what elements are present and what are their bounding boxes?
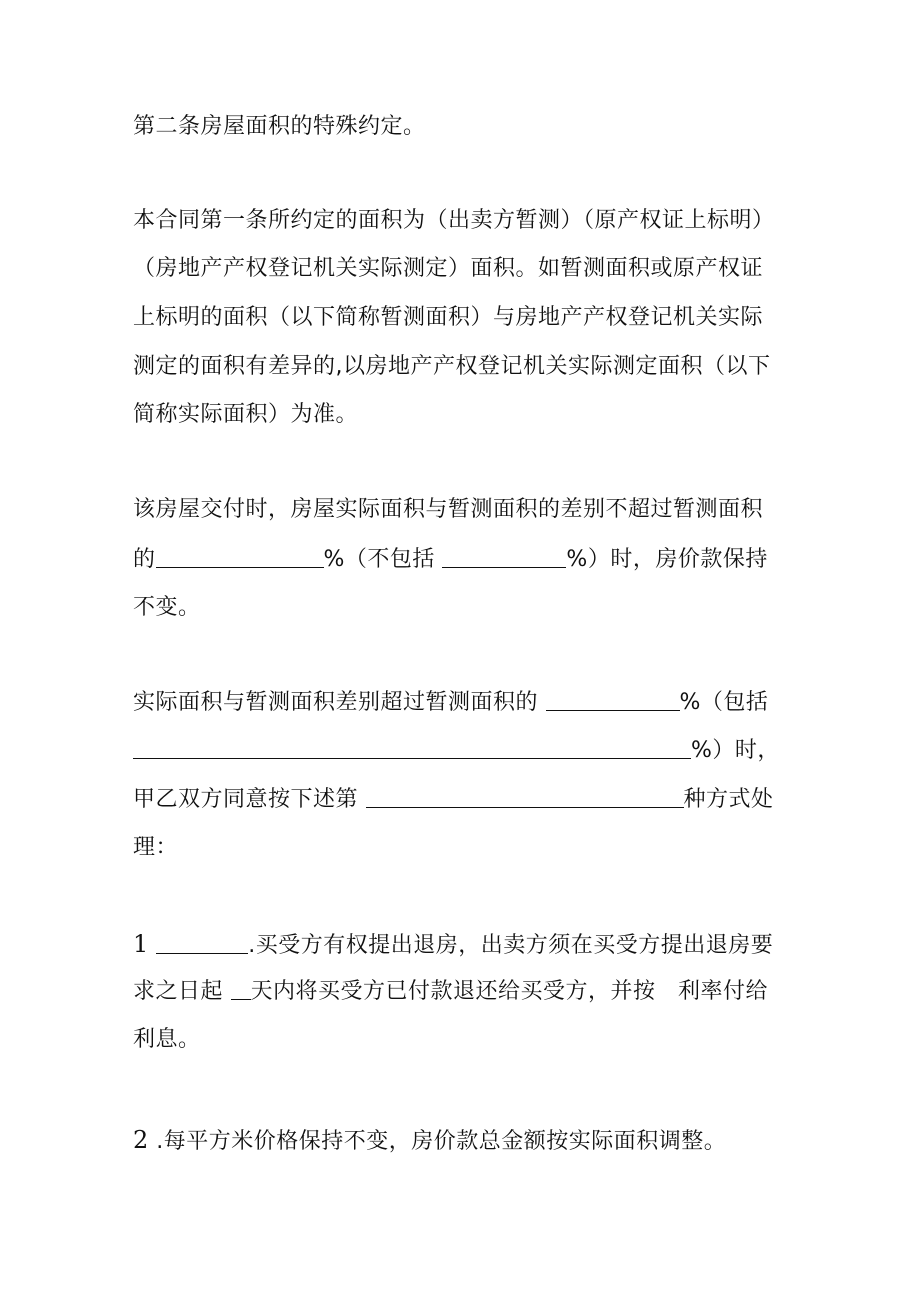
para2-line3: 不变。 xyxy=(133,595,201,620)
item1-line1 xyxy=(133,929,773,961)
item1-text-c: 天内将买受方已付款退还给买受方，并按 利率付给 xyxy=(250,979,768,1004)
para3-text-a: 实际面积与暂测面积差别超过暂测面积的 xyxy=(133,690,546,715)
para2-line1: 该房屋交付时，房屋实际面积与暂测面积的差别不超过暂测面积 xyxy=(133,497,764,522)
blank-field[interactable] xyxy=(546,688,680,711)
item2-text: .每平方米价格保持不变，房价款总金额按实际面积调整。 xyxy=(148,1129,727,1154)
para1-line4: 测定的面积有差异的,以房地产产权登记机关实际测定面积（以下 xyxy=(133,354,771,379)
para2-text-b: %（不包括 xyxy=(323,547,443,572)
item1-text-b: 求之日起 xyxy=(133,979,231,1004)
para3-line2 xyxy=(133,736,780,766)
para3-text-d: 甲乙双方同意按下述第 xyxy=(133,787,366,812)
para3-line4: 理： xyxy=(133,835,179,860)
item1-line3: 利息。 xyxy=(133,1027,201,1052)
para3-line1 xyxy=(133,688,768,718)
blank-field[interactable] xyxy=(156,545,324,568)
para3-text-e: 种方式处 xyxy=(683,787,774,812)
para2-text-a: 的 xyxy=(133,547,156,572)
para1-line1: 本合同第一条所约定的面积为（出卖方暂测）（原产权证上标明） xyxy=(133,208,775,233)
item1-line2 xyxy=(133,977,768,1007)
para3-text-b: %（包括 xyxy=(679,690,769,715)
blank-field[interactable] xyxy=(133,736,691,759)
para3-text-c: %）时， xyxy=(691,738,780,763)
item1-number: 1 xyxy=(133,930,149,958)
para1-line5: 简称实际面积）为准。 xyxy=(133,402,359,427)
blank-field[interactable] xyxy=(231,977,251,1000)
para1-line3: 上标明的面积（以下简称暂测面积）与房地产产权登记机关实际 xyxy=(133,305,764,330)
item2-number: 2 xyxy=(133,1126,149,1154)
item2-line xyxy=(133,1125,726,1157)
para2-line2 xyxy=(133,545,768,575)
section-heading: 第二条房屋面积的特殊约定。 xyxy=(133,114,426,139)
blank-field[interactable] xyxy=(156,931,248,954)
para1-line2: （房地产产权登记机关实际测定）面积。如暂测面积或原产权证 xyxy=(133,256,764,281)
para2-text-c: %）时，房价款保持 xyxy=(566,547,768,572)
blank-field[interactable] xyxy=(366,785,684,808)
blank-field[interactable] xyxy=(442,545,566,568)
para3-line3 xyxy=(133,785,774,815)
item1-text-a: .买受方有权提出退房，出卖方须在买受方提出退房要 xyxy=(248,933,774,958)
